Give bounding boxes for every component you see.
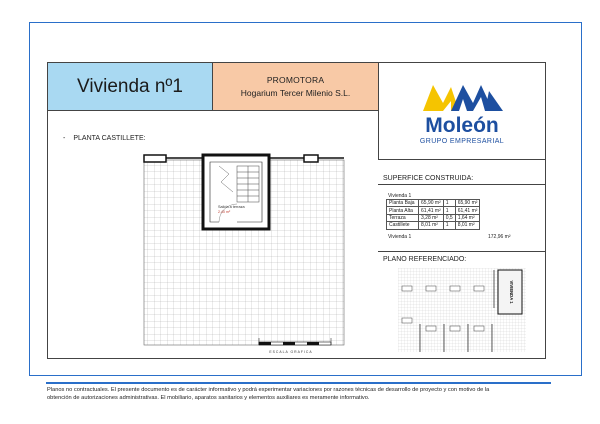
moleon-roof-logo-icon <box>423 81 503 113</box>
promotora-label: PROMOTORA <box>266 75 325 85</box>
total-value: 172,96 m² <box>488 234 511 240</box>
row-area: 61,41 m² <box>419 207 444 214</box>
row-coef: 0,5 <box>443 214 455 221</box>
row-area: 65,90 m² <box>419 200 444 207</box>
superficie-total <box>388 234 516 240</box>
logo-name: Moleón <box>425 114 499 137</box>
disclaimer <box>47 386 552 403</box>
total-label: Vivienda 1 <box>388 234 412 240</box>
referenciado-title: PLANO REFERENCIADO: <box>383 256 467 263</box>
disclaimer-line-2: obtención de autorizaciones administrativas. El mobiliario, aparatos sanitarios y elementos auxiliares es meramente informativo. <box>47 395 370 402</box>
room-area: 2,40 m² <box>218 210 231 214</box>
table-row <box>387 214 480 221</box>
vivienda-title: Vivienda nº1 <box>77 75 183 97</box>
row-coef: 1 <box>443 222 455 229</box>
row-total: 61,41 m² <box>455 207 480 214</box>
superficie-divider <box>378 184 546 185</box>
parapet-right <box>304 155 318 162</box>
row-total: 8,01 m² <box>455 222 480 229</box>
scale-label: ESCALA GRAFICA <box>269 350 313 354</box>
parapet-left <box>144 155 166 162</box>
row-area: 3,28 m² <box>419 214 444 221</box>
superficie-caption: Vivienda 1 <box>388 193 412 199</box>
superficie-title: SUPERFICE CONSTRUIDA: <box>383 175 474 182</box>
vivienda-1-label: VIVIENDA 1 <box>509 280 514 304</box>
promotora-name: Hogarium Tercer Milenio S.L. <box>240 88 351 98</box>
row-coef: 1 <box>443 207 455 214</box>
logo-subtitle: GRUPO EMPRESARIAL <box>419 138 505 145</box>
vivienda-title-box <box>47 62 213 111</box>
row-name: Planta Baja <box>387 200 419 207</box>
promotora-box <box>212 62 379 111</box>
reference-site-plan <box>398 268 526 352</box>
row-name: Terraza <box>387 214 419 221</box>
row-name: Planta Alta <box>387 207 419 214</box>
section-dash: - <box>63 135 66 142</box>
referenciado-divider <box>378 251 546 252</box>
row-total: 1,64 m² <box>455 214 480 221</box>
table-row <box>387 207 480 214</box>
floor-plan <box>141 152 377 358</box>
room-name: Salida a terraza <box>218 205 245 209</box>
logo-box <box>378 62 546 160</box>
row-total: 65,90 m² <box>455 200 480 207</box>
disclaimer-line-1: Planos no contractuales. El presente documento es de carácter informativo y podrá experimentar variaciones por razones técnicas de desarrollo de proyecto y con motivo de la <box>47 387 490 393</box>
section-label <box>63 135 146 142</box>
section-title: PLANTA CASTILLETE: <box>73 135 146 142</box>
row-name: Castillete <box>387 222 419 229</box>
superficie-table <box>386 199 480 230</box>
row-coef: 1 <box>443 200 455 207</box>
footer-divider <box>46 382 551 384</box>
table-row <box>387 222 480 229</box>
row-area: 8,01 m² <box>419 222 444 229</box>
table-row <box>387 200 480 207</box>
